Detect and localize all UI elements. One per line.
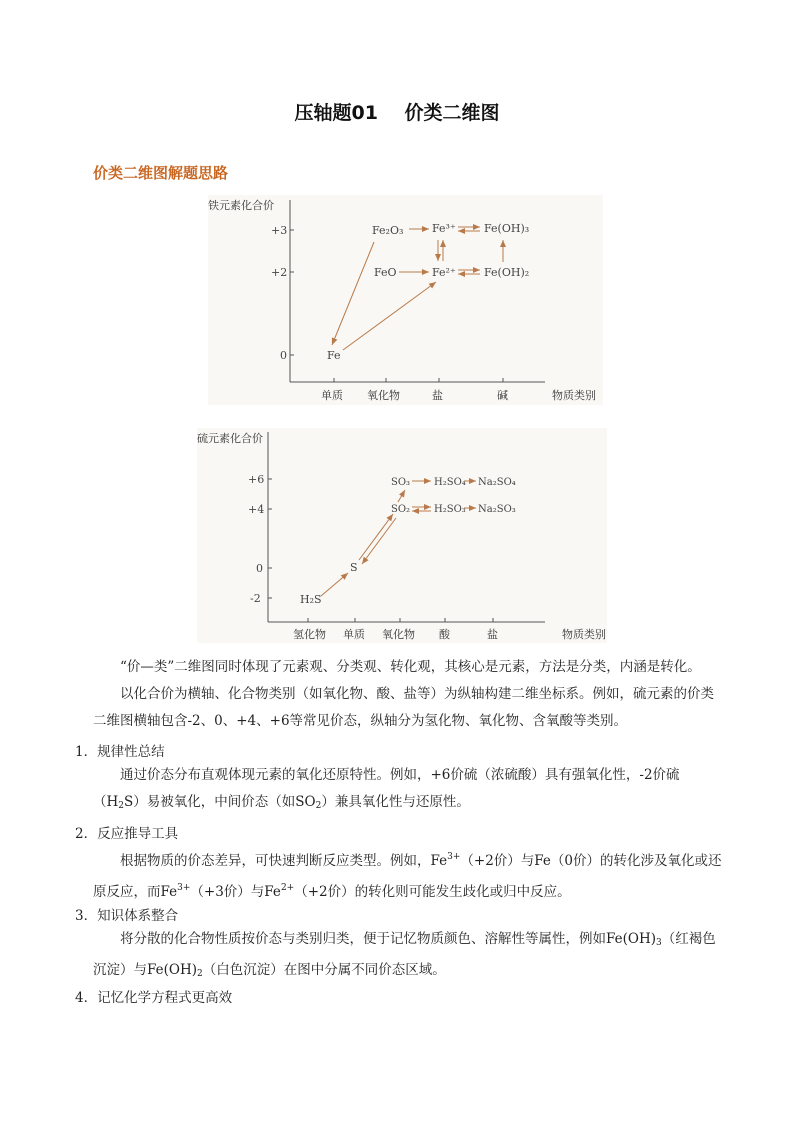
iron-xtick: 氧化物 (367, 389, 400, 402)
iron-ytick: +3 (271, 224, 288, 237)
sulfur-ytick: -2 (250, 592, 261, 605)
title-text: 价类二维图 (404, 102, 500, 124)
sulfur-ytick: +6 (248, 473, 265, 486)
item-4-heading: 4．记忆化学方程式更高效 (75, 990, 233, 1006)
species-na2so3: Na₂SO₃ (478, 504, 516, 515)
iron-xtick: 碱 (497, 389, 508, 402)
iron-diagram (208, 195, 603, 405)
sulfur-xtick: 氧化物 (382, 628, 415, 641)
species-fe: Fe (327, 349, 341, 362)
species-h2so3: H₂SO₃ (434, 504, 466, 515)
item-2-text: 根据物质的价态差异，可快速判断反应类型。例如，$Fe^{3+}(+2$价）与Fe（0价）的转化涉及氧化或还原反应，而$Fe^{3+}(+3$价）与$Fe^{2+}(+2$价）的转化则可能发生歧化或归中反应。 (93, 852, 722, 900)
iron-xtick: 单质 (321, 389, 343, 402)
item-2-heading: 2．反应推导工具 (75, 826, 179, 842)
iron-xtick: 盐 (432, 389, 443, 402)
species-so3: SO₃ (391, 477, 411, 488)
species-so2: SO₂ (391, 504, 411, 515)
sulfur-xlabel: 物质类别 (562, 628, 606, 641)
species-fe3: Fe³⁺ (432, 222, 456, 235)
paragraph-intro: “价—类”二维图同时体现了元素观、分类观、转化观，其核心是元素，方法是分类，内涵是转化。 (120, 659, 701, 675)
species-feoh2: Fe(OH)₂ (484, 266, 530, 279)
item-3-text: 将分散的化合物性质按价态与类别归类，便于记忆物质颜色、溶解性等属性，例如$Fe(OH)_3$（红褐色沉淀）与$Fe(OH)_2$（白色沉淀）在图中分属不同价态区域。 (93, 931, 716, 979)
species-na2so4: Na₂SO₄ (478, 477, 516, 488)
sulfur-xtick: 酸 (439, 628, 450, 641)
sulfur-xtick: 单质 (343, 628, 365, 641)
item-1-heading: 1．规律性总结 (75, 744, 165, 760)
item-3-heading: 3．知识体系整合 (75, 908, 179, 924)
sulfur-ytick: 0 (256, 562, 263, 575)
item-1-text: 通过价态分布直观体现元素的氧化还原特性。例如，+6价硫（浓硫酸）具有强氧化性，-2价硫$(H_2S)$易被氧化，中间价态（如$SO_2$）兼具氧化性与还原性。 (93, 767, 680, 811)
sulfur-ytick: +4 (248, 503, 265, 516)
species-feo: FeO (374, 266, 397, 279)
species-h2s: H₂S (300, 593, 322, 606)
sulfur-ylabel: 硫元素化合价 (197, 432, 263, 445)
title-number: 压轴题01 (294, 102, 378, 124)
paragraph-axes: 以化合价为横轴、化合物类别（如氧化物、酸、盐等）为纵轴构建二维坐标系。例如，硫元素的价类二维图横轴包含-2、0、+4、+6等常见价态，纵轴分为氢化物、氧化物、含氧酸等类别。 (93, 686, 714, 729)
sulfur-xtick: 盐 (487, 628, 498, 641)
iron-ytick: 0 (280, 349, 287, 362)
sulfur-xtick: 氢化物 (293, 628, 326, 641)
species-s: S (350, 561, 358, 574)
iron-xlabel: 物质类别 (552, 389, 596, 402)
species-h2so4: H₂SO₄ (434, 477, 466, 488)
species-fe2o3: Fe₂O₃ (372, 224, 404, 237)
species-feoh3: Fe(OH)₃ (484, 222, 530, 235)
iron-ytick: +2 (271, 266, 288, 279)
sulfur-diagram (197, 428, 607, 643)
iron-ylabel: 铁元素化合价 (208, 199, 274, 212)
species-fe2: Fe²⁺ (432, 266, 456, 279)
section-title: 价类二维图解题思路 (93, 164, 229, 182)
